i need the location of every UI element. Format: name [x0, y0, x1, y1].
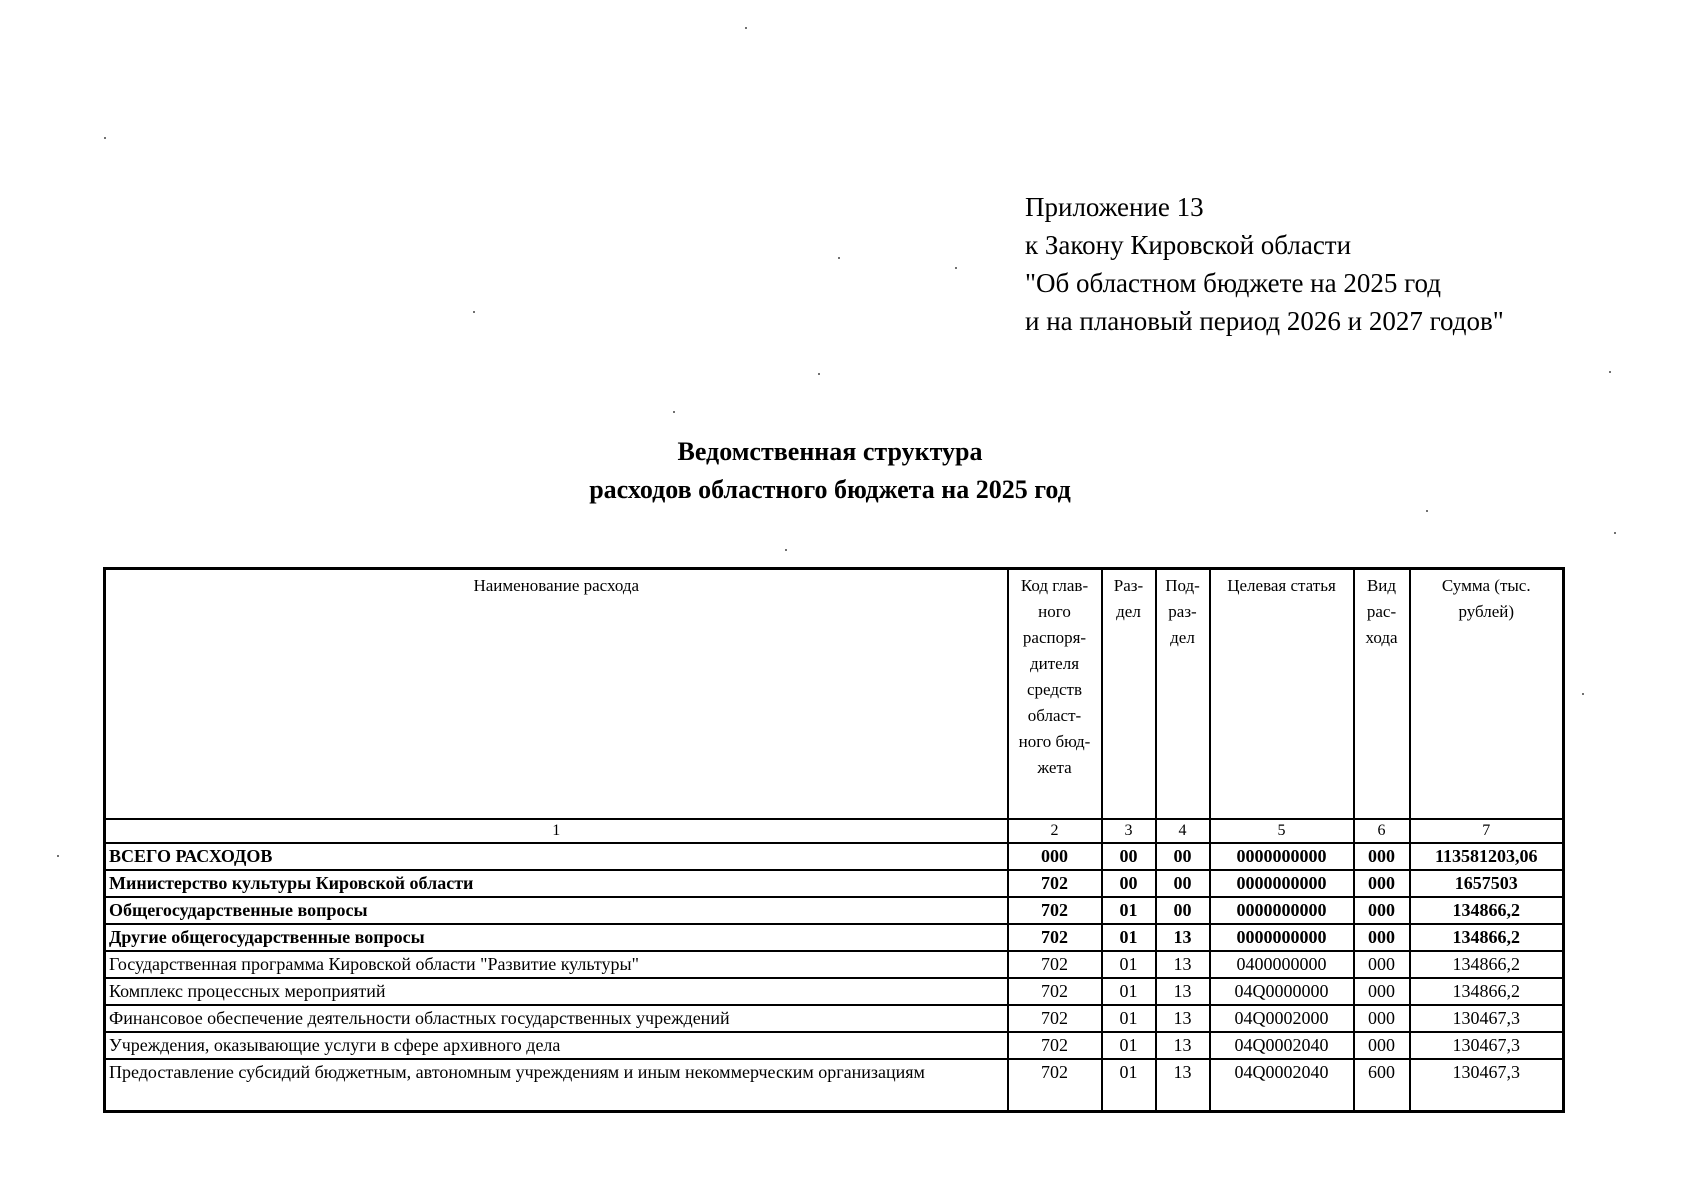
- header-kind: Вид рас-хода: [1354, 569, 1410, 820]
- row-code: 702: [1008, 1059, 1102, 1112]
- appendix-line: и на плановый период 2026 и 2027 годов": [1025, 306, 1504, 336]
- table-row: [105, 1005, 1564, 1032]
- scan-speck: [1609, 371, 1611, 373]
- row-sum: 134866,2: [1410, 951, 1564, 978]
- row-kind: 000: [1354, 870, 1410, 897]
- row-section: 01: [1102, 924, 1156, 951]
- row-kind: 000: [1354, 1032, 1410, 1059]
- row-name: ВСЕГО РАСХОДОВ: [105, 843, 1008, 870]
- row-kind: 000: [1354, 951, 1410, 978]
- row-subsection: 13: [1156, 1005, 1210, 1032]
- row-target: 0000000000: [1210, 843, 1354, 870]
- header-target: Целевая статья: [1210, 569, 1354, 820]
- row-subsection: 13: [1156, 978, 1210, 1005]
- row-sum: 134866,2: [1410, 978, 1564, 1005]
- table-row: [105, 870, 1564, 897]
- row-name: Общегосударственные вопросы: [105, 897, 1008, 924]
- row-code: 702: [1008, 870, 1102, 897]
- row-name: Комплекс процессных мероприятий: [105, 978, 1008, 1005]
- row-section: 01: [1102, 1059, 1156, 1112]
- appendix-line: Приложение 13: [1025, 192, 1204, 222]
- header-subsection: Под-раз-дел: [1156, 569, 1210, 820]
- row-section: 01: [1102, 1005, 1156, 1032]
- row-target: 0000000000: [1210, 870, 1354, 897]
- row-kind: 000: [1354, 897, 1410, 924]
- row-sum: 130467,3: [1410, 1005, 1564, 1032]
- row-target: 0000000000: [1210, 897, 1354, 924]
- scan-speck: [1614, 532, 1616, 534]
- column-number: 4: [1156, 819, 1210, 843]
- budget-table: [103, 567, 1565, 1113]
- document-title: [330, 433, 1330, 509]
- row-sum: 134866,2: [1410, 897, 1564, 924]
- row-subsection: 13: [1156, 1059, 1210, 1112]
- row-name: Финансовое обеспечение деятельности областных государственных учреждений: [105, 1005, 1008, 1032]
- table-row: [105, 1059, 1564, 1112]
- row-kind: 600: [1354, 1059, 1410, 1112]
- scan-speck: [57, 855, 59, 857]
- row-name: Государственная программа Кировской области "Развитие культуры": [105, 951, 1008, 978]
- row-subsection: 13: [1156, 951, 1210, 978]
- table-header-row: [105, 569, 1564, 820]
- scan-speck: [104, 137, 106, 139]
- row-section: 01: [1102, 978, 1156, 1005]
- row-code: 702: [1008, 978, 1102, 1005]
- row-name: Предоставление субсидий бюджетным, автономным учреждениям и иным некоммерческим организациям: [105, 1059, 1008, 1112]
- row-subsection: 13: [1156, 924, 1210, 951]
- header-section: Раз-дел: [1102, 569, 1156, 820]
- row-code: 702: [1008, 1032, 1102, 1059]
- table-row: [105, 843, 1564, 870]
- row-subsection: 00: [1156, 897, 1210, 924]
- row-target: 04Q0000000: [1210, 978, 1354, 1005]
- table-row: [105, 897, 1564, 924]
- title-line: расходов областного бюджета на 2025 год: [589, 475, 1071, 504]
- scan-speck: [1582, 693, 1584, 695]
- row-name: Учреждения, оказывающие услуги в сфере архивного дела: [105, 1032, 1008, 1059]
- scan-speck: [1426, 510, 1428, 512]
- row-section: 01: [1102, 1032, 1156, 1059]
- row-section: 01: [1102, 897, 1156, 924]
- header-code: Код глав-ного распоря-дителя средств област-ного бюд-жета: [1008, 569, 1102, 820]
- table-row: [105, 951, 1564, 978]
- row-subsection: 00: [1156, 870, 1210, 897]
- row-sum: 130467,3: [1410, 1032, 1564, 1059]
- row-code: 702: [1008, 897, 1102, 924]
- scan-speck: [785, 549, 787, 551]
- row-subsection: 13: [1156, 1032, 1210, 1059]
- row-kind: 000: [1354, 978, 1410, 1005]
- row-target: 04Q0002040: [1210, 1059, 1354, 1112]
- row-name: Министерство культуры Кировской области: [105, 870, 1008, 897]
- appendix-line: "Об областном бюджете на 2025 год: [1025, 268, 1441, 298]
- row-section: 00: [1102, 870, 1156, 897]
- row-section: 01: [1102, 951, 1156, 978]
- row-section: 00: [1102, 843, 1156, 870]
- scan-speck: [473, 311, 475, 313]
- row-target: 04Q0002000: [1210, 1005, 1354, 1032]
- row-subsection: 00: [1156, 843, 1210, 870]
- table-row: [105, 1032, 1564, 1059]
- column-number: 7: [1410, 819, 1564, 843]
- table-row: [105, 924, 1564, 951]
- column-number: 2: [1008, 819, 1102, 843]
- column-number: 3: [1102, 819, 1156, 843]
- row-target: 0000000000: [1210, 924, 1354, 951]
- column-number: 1: [105, 819, 1008, 843]
- scan-speck: [745, 27, 747, 29]
- title-line: Ведомственная структура: [677, 437, 983, 466]
- row-code: 702: [1008, 924, 1102, 951]
- row-target: 0400000000: [1210, 951, 1354, 978]
- appendix-note: [1025, 188, 1504, 340]
- scan-speck: [673, 411, 675, 413]
- appendix-line: к Закону Кировской области: [1025, 230, 1352, 260]
- row-kind: 000: [1354, 843, 1410, 870]
- row-code: 000: [1008, 843, 1102, 870]
- row-kind: 000: [1354, 924, 1410, 951]
- header-sum: Сумма (тыс. рублей): [1410, 569, 1564, 820]
- column-number: 6: [1354, 819, 1410, 843]
- row-sum: 113581203,06: [1410, 843, 1564, 870]
- row-target: 04Q0002040: [1210, 1032, 1354, 1059]
- row-sum: 1657503: [1410, 870, 1564, 897]
- row-sum: 134866,2: [1410, 924, 1564, 951]
- row-code: 702: [1008, 1005, 1102, 1032]
- row-sum: 130467,3: [1410, 1059, 1564, 1112]
- scan-speck: [838, 257, 840, 259]
- row-name: Другие общегосударственные вопросы: [105, 924, 1008, 951]
- row-kind: 000: [1354, 1005, 1410, 1032]
- header-name: Наименование расхода: [105, 569, 1008, 820]
- column-number: 5: [1210, 819, 1354, 843]
- column-number-row: [105, 819, 1564, 843]
- scan-speck: [818, 373, 820, 375]
- scan-speck: [955, 267, 957, 269]
- table-row: [105, 978, 1564, 1005]
- row-code: 702: [1008, 951, 1102, 978]
